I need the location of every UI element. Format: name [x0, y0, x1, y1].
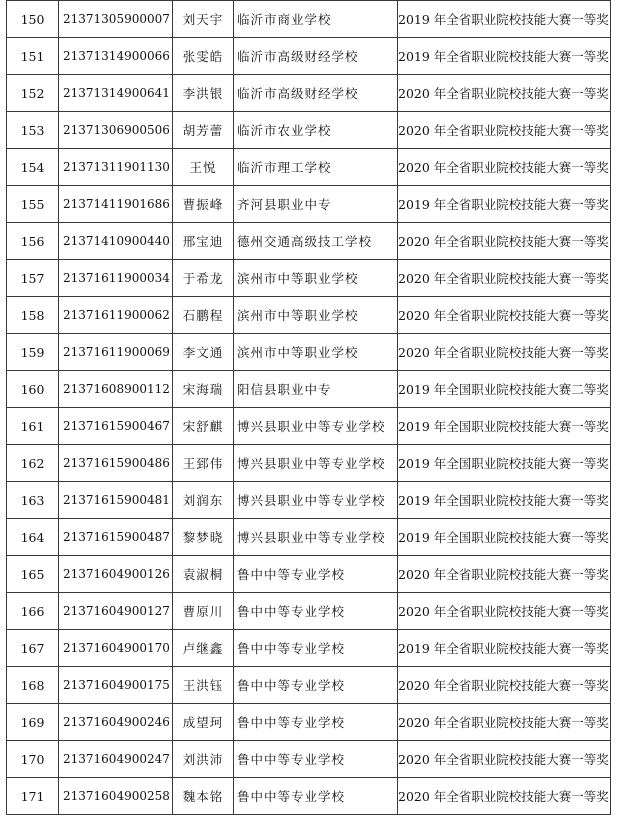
row-number-cell: 155 [7, 186, 59, 223]
row-number-cell: 150 [7, 1, 59, 38]
table-row [7, 186, 611, 223]
school-name-cell: 德州交通高级技工学校 [234, 223, 398, 260]
registration-id-cell: 21371604900126 [59, 556, 173, 593]
registration-id-cell: 21371615900467 [59, 408, 173, 445]
table-row [7, 371, 611, 408]
school-name-cell: 滨州市中等职业学校 [234, 334, 398, 371]
table-row [7, 556, 611, 593]
award-cell: 2019 年全省职业院校技能大赛一等奖 [398, 186, 611, 223]
award-cell: 2020 年全省职业院校技能大赛一等奖 [398, 75, 611, 112]
school-name-cell: 鲁中中等专业学校 [234, 556, 398, 593]
row-number-cell: 169 [7, 704, 59, 741]
student-name-cell: 魏本铭 [173, 778, 234, 815]
award-cell: 2020 年全省职业院校技能大赛一等奖 [398, 334, 611, 371]
registration-id-cell: 21371410900440 [59, 223, 173, 260]
school-name-cell: 博兴县职业中等专业学校 [234, 482, 398, 519]
table-row [7, 741, 611, 778]
row-number-cell: 153 [7, 112, 59, 149]
school-name-cell: 临沂市高级财经学校 [234, 75, 398, 112]
school-name-cell: 滨州市中等职业学校 [234, 297, 398, 334]
student-name-cell: 卢继鑫 [173, 630, 234, 667]
row-number-cell: 167 [7, 630, 59, 667]
registration-id-cell: 21371604900258 [59, 778, 173, 815]
table-row [7, 223, 611, 260]
registration-id-cell: 21371604900247 [59, 741, 173, 778]
registration-id-cell: 21371615900481 [59, 482, 173, 519]
row-number-cell: 161 [7, 408, 59, 445]
student-name-cell: 曹振峰 [173, 186, 234, 223]
award-cell: 2020 年全省职业院校技能大赛一等奖 [398, 741, 611, 778]
table-row [7, 408, 611, 445]
row-number-cell: 165 [7, 556, 59, 593]
row-number-cell: 170 [7, 741, 59, 778]
student-name-cell: 石鹏程 [173, 297, 234, 334]
registration-id-cell: 21371314900066 [59, 38, 173, 75]
table-row [7, 334, 611, 371]
award-cell: 2019 年全省职业院校技能大赛一等奖 [398, 1, 611, 38]
student-name-cell: 黎梦晓 [173, 519, 234, 556]
table-row [7, 593, 611, 630]
school-name-cell: 博兴县职业中等专业学校 [234, 519, 398, 556]
row-number-cell: 166 [7, 593, 59, 630]
student-name-cell: 宋舒麒 [173, 408, 234, 445]
school-name-cell: 临沂市农业学校 [234, 112, 398, 149]
table-row [7, 260, 611, 297]
school-name-cell: 临沂市商业学校 [234, 1, 398, 38]
table-row [7, 75, 611, 112]
row-number-cell: 151 [7, 38, 59, 75]
row-number-cell: 164 [7, 519, 59, 556]
award-cell: 2019 年全国职业院校技能大赛一等奖 [398, 519, 611, 556]
table-row [7, 667, 611, 704]
row-number-cell: 156 [7, 223, 59, 260]
table-row [7, 445, 611, 482]
row-number-cell: 159 [7, 334, 59, 371]
registration-id-cell: 21371314900641 [59, 75, 173, 112]
student-name-cell: 张雯皓 [173, 38, 234, 75]
registration-id-cell: 21371608900112 [59, 371, 173, 408]
table-row [7, 630, 611, 667]
award-table-body [7, 1, 611, 815]
award-cell: 2020 年全省职业院校技能大赛一等奖 [398, 778, 611, 815]
student-name-cell: 李文通 [173, 334, 234, 371]
registration-id-cell: 21371305900007 [59, 1, 173, 38]
school-name-cell: 临沂市理工学校 [234, 149, 398, 186]
award-cell: 2020 年全省职业院校技能大赛一等奖 [398, 297, 611, 334]
award-table [6, 0, 611, 815]
row-number-cell: 171 [7, 778, 59, 815]
row-number-cell: 160 [7, 371, 59, 408]
student-name-cell: 宋海瑞 [173, 371, 234, 408]
award-cell: 2020 年全省职业院校技能大赛一等奖 [398, 704, 611, 741]
row-number-cell: 162 [7, 445, 59, 482]
table-row [7, 112, 611, 149]
award-list-sheet [6, 0, 611, 815]
row-number-cell: 158 [7, 297, 59, 334]
award-cell: 2020 年全省职业院校技能大赛一等奖 [398, 593, 611, 630]
school-name-cell: 鲁中中等专业学校 [234, 593, 398, 630]
award-cell: 2020 年全省职业院校技能大赛一等奖 [398, 112, 611, 149]
row-number-cell: 152 [7, 75, 59, 112]
student-name-cell: 刘润东 [173, 482, 234, 519]
registration-id-cell: 21371604900170 [59, 630, 173, 667]
table-row [7, 482, 611, 519]
school-name-cell: 鲁中中等专业学校 [234, 667, 398, 704]
award-cell: 2019 年全国职业院校技能大赛一等奖 [398, 445, 611, 482]
school-name-cell: 博兴县职业中等专业学校 [234, 445, 398, 482]
registration-id-cell: 21371611900062 [59, 297, 173, 334]
student-name-cell: 成望珂 [173, 704, 234, 741]
award-cell: 2020 年全省职业院校技能大赛一等奖 [398, 556, 611, 593]
student-name-cell: 于希龙 [173, 260, 234, 297]
student-name-cell: 曹原川 [173, 593, 234, 630]
registration-id-cell: 21371311901130 [59, 149, 173, 186]
registration-id-cell: 21371604900175 [59, 667, 173, 704]
registration-id-cell: 21371615900486 [59, 445, 173, 482]
row-number-cell: 157 [7, 260, 59, 297]
award-cell: 2020 年全省职业院校技能大赛一等奖 [398, 149, 611, 186]
row-number-cell: 163 [7, 482, 59, 519]
award-cell: 2019 年全省职业院校技能大赛一等奖 [398, 38, 611, 75]
award-cell: 2020 年全省职业院校技能大赛一等奖 [398, 260, 611, 297]
school-name-cell: 鲁中中等专业学校 [234, 630, 398, 667]
registration-id-cell: 21371615900487 [59, 519, 173, 556]
student-name-cell: 李洪银 [173, 75, 234, 112]
student-name-cell: 胡芳蕾 [173, 112, 234, 149]
student-name-cell: 邢宝迪 [173, 223, 234, 260]
student-name-cell: 王洪钰 [173, 667, 234, 704]
award-cell: 2020 年全省职业院校技能大赛一等奖 [398, 667, 611, 704]
table-row [7, 704, 611, 741]
school-name-cell: 临沂市高级财经学校 [234, 38, 398, 75]
table-row [7, 149, 611, 186]
registration-id-cell: 21371604900246 [59, 704, 173, 741]
table-row [7, 1, 611, 38]
award-cell: 2019 年全国职业院校技能大赛二等奖 [398, 371, 611, 408]
table-row [7, 519, 611, 556]
table-row [7, 38, 611, 75]
student-name-cell: 刘洪沛 [173, 741, 234, 778]
row-number-cell: 168 [7, 667, 59, 704]
school-name-cell: 鲁中中等专业学校 [234, 704, 398, 741]
student-name-cell: 袁淑桐 [173, 556, 234, 593]
award-cell: 2019 年全省职业院校技能大赛一等奖 [398, 630, 611, 667]
school-name-cell: 滨州市中等职业学校 [234, 260, 398, 297]
school-name-cell: 鲁中中等专业学校 [234, 741, 398, 778]
table-row [7, 297, 611, 334]
student-name-cell: 王悦 [173, 149, 234, 186]
registration-id-cell: 21371306900506 [59, 112, 173, 149]
row-number-cell: 154 [7, 149, 59, 186]
registration-id-cell: 21371411901686 [59, 186, 173, 223]
school-name-cell: 阳信县职业中专 [234, 371, 398, 408]
award-cell: 2019 年全国职业院校技能大赛一等奖 [398, 482, 611, 519]
school-name-cell: 齐河县职业中专 [234, 186, 398, 223]
registration-id-cell: 21371604900127 [59, 593, 173, 630]
student-name-cell: 王郅伟 [173, 445, 234, 482]
award-cell: 2020 年全省职业院校技能大赛一等奖 [398, 223, 611, 260]
award-cell: 2019 年全国职业院校技能大赛一等奖 [398, 408, 611, 445]
registration-id-cell: 21371611900069 [59, 334, 173, 371]
school-name-cell: 博兴县职业中等专业学校 [234, 408, 398, 445]
table-row [7, 778, 611, 815]
school-name-cell: 鲁中中等专业学校 [234, 778, 398, 815]
registration-id-cell: 21371611900034 [59, 260, 173, 297]
student-name-cell: 刘天宇 [173, 1, 234, 38]
